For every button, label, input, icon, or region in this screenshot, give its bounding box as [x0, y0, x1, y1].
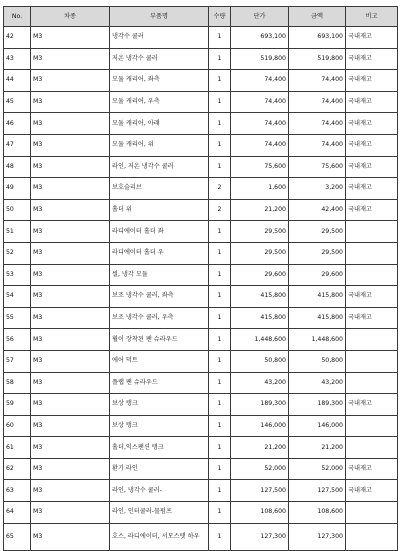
- table-row: [4, 221, 398, 243]
- cell-model: M3: [31, 113, 110, 135]
- cell-amount: 519,800: [289, 48, 346, 70]
- parts-table: [3, 6, 398, 551]
- cell-note: [346, 372, 398, 394]
- cell-part-name: 모듈 캐리어, 아래: [110, 113, 209, 135]
- table-row: [4, 329, 398, 351]
- header-part-name: 부품명: [110, 7, 209, 27]
- cell-note: [346, 523, 398, 550]
- cell-unit-price: 415,800: [231, 286, 289, 308]
- cell-note: 국내재고: [346, 178, 398, 200]
- cell-part-name: 라인, 냉각수 쿨러-: [110, 480, 209, 502]
- cell-unit-price: 29,500: [231, 242, 289, 264]
- cell-no: 54: [4, 286, 31, 308]
- cell-note: 국내재고: [346, 156, 398, 178]
- cell-model: M3: [31, 221, 110, 243]
- cell-model: M3: [31, 27, 110, 49]
- cell-amount: 189,300: [289, 394, 346, 416]
- cell-quantity: 1: [209, 286, 231, 308]
- cell-quantity: 1: [209, 264, 231, 286]
- table-row: [4, 264, 398, 286]
- cell-no: 61: [4, 437, 31, 459]
- cell-quantity: 1: [209, 307, 231, 329]
- cell-note: 국내재고: [346, 70, 398, 92]
- cell-amount: 146,000: [289, 415, 346, 437]
- cell-note: 국내재고: [346, 91, 398, 113]
- table-row: [4, 70, 398, 92]
- cell-unit-price: 74,400: [231, 113, 289, 135]
- cell-model: M3: [31, 350, 110, 372]
- cell-amount: 74,400: [289, 70, 346, 92]
- cell-part-name: 모듈 캐리어, 좌측: [110, 70, 209, 92]
- cell-model: M3: [31, 523, 110, 550]
- cell-model: M3: [31, 394, 110, 416]
- cell-unit-price: 21,200: [231, 437, 289, 459]
- header-row: [4, 7, 398, 27]
- cell-no: 59: [4, 394, 31, 416]
- table-row: [4, 437, 398, 459]
- cell-unit-price: 1,448,600: [231, 329, 289, 351]
- cell-quantity: 1: [209, 156, 231, 178]
- cell-model: M3: [31, 502, 110, 524]
- cell-quantity: 1: [209, 221, 231, 243]
- cell-no: 46: [4, 113, 31, 135]
- cell-no: 57: [4, 350, 31, 372]
- cell-quantity: 1: [209, 91, 231, 113]
- cell-no: 45: [4, 91, 31, 113]
- cell-model: M3: [31, 307, 110, 329]
- cell-quantity: 1: [209, 372, 231, 394]
- cell-unit-price: 29,600: [231, 264, 289, 286]
- cell-unit-price: 50,800: [231, 350, 289, 372]
- cell-quantity: 1: [209, 415, 231, 437]
- cell-part-name: 보호슬리브: [110, 178, 209, 200]
- cell-model: M3: [31, 372, 110, 394]
- cell-quantity: 1: [209, 27, 231, 49]
- cell-model: M3: [31, 156, 110, 178]
- cell-quantity: 2: [209, 178, 231, 200]
- table-row: [4, 307, 398, 329]
- cell-model: M3: [31, 199, 110, 221]
- table-row: [4, 178, 398, 200]
- table-row: [4, 27, 398, 49]
- cell-quantity: 1: [209, 48, 231, 70]
- cell-unit-price: 52,000: [231, 458, 289, 480]
- cell-part-name: 플랩 팬 슈라우드: [110, 372, 209, 394]
- cell-no: 50: [4, 199, 31, 221]
- cell-note: [346, 415, 398, 437]
- cell-no: 48: [4, 156, 31, 178]
- cell-no: 44: [4, 70, 31, 92]
- table-row: [4, 458, 398, 480]
- cell-amount: 127,500: [289, 480, 346, 502]
- cell-model: M3: [31, 134, 110, 156]
- cell-quantity: 1: [209, 113, 231, 135]
- cell-no: 60: [4, 415, 31, 437]
- cell-part-name: 보조 냉각수 쿨러, 좌측: [110, 286, 209, 308]
- cell-model: M3: [31, 437, 110, 459]
- table-body: [4, 27, 398, 551]
- cell-model: M3: [31, 91, 110, 113]
- cell-note: [346, 502, 398, 524]
- cell-unit-price: 108,600: [231, 502, 289, 524]
- cell-model: M3: [31, 242, 110, 264]
- cell-part-name: 라디에이터 홀더 우: [110, 242, 209, 264]
- cell-part-name: 모듈 캐리어, 위: [110, 134, 209, 156]
- cell-model: M3: [31, 415, 110, 437]
- cell-quantity: 1: [209, 480, 231, 502]
- cell-amount: 1,448,600: [289, 329, 346, 351]
- cell-note: 국내재고: [346, 134, 398, 156]
- cell-part-name: 환기 라인: [110, 458, 209, 480]
- cell-part-name: 휠이 장착된 팬 슈라우드: [110, 329, 209, 351]
- cell-model: M3: [31, 264, 110, 286]
- cell-no: 64: [4, 502, 31, 524]
- cell-part-name: 홀더,익스팬션 탱크: [110, 437, 209, 459]
- cell-amount: 75,600: [289, 156, 346, 178]
- cell-amount: 21,200: [289, 437, 346, 459]
- table-row: [4, 48, 398, 70]
- cell-note: 국내재고: [346, 113, 398, 135]
- cell-part-name: 씰, 냉각 모듈: [110, 264, 209, 286]
- cell-unit-price: 43,200: [231, 372, 289, 394]
- cell-unit-price: 74,400: [231, 134, 289, 156]
- cell-amount: 42,400: [289, 199, 346, 221]
- cell-note: [346, 350, 398, 372]
- cell-amount: 29,500: [289, 242, 346, 264]
- cell-no: 51: [4, 221, 31, 243]
- cell-part-name: 에어 덕트: [110, 350, 209, 372]
- cell-quantity: 1: [209, 70, 231, 92]
- table-row: [4, 480, 398, 502]
- cell-unit-price: 74,400: [231, 70, 289, 92]
- cell-model: M3: [31, 458, 110, 480]
- cell-no: 65: [4, 523, 31, 550]
- cell-no: 62: [4, 458, 31, 480]
- cell-note: 국내재고: [346, 480, 398, 502]
- cell-unit-price: 74,400: [231, 91, 289, 113]
- table-row: [4, 350, 398, 372]
- cell-part-name: 라인, 인터쿨러-물펌프: [110, 502, 209, 524]
- cell-unit-price: 75,600: [231, 156, 289, 178]
- cell-note: [346, 437, 398, 459]
- cell-part-name: 보조 냉각수 쿨러, 우측: [110, 307, 209, 329]
- cell-amount: 74,400: [289, 91, 346, 113]
- table-row: [4, 242, 398, 264]
- cell-amount: 415,800: [289, 286, 346, 308]
- cell-no: 63: [4, 480, 31, 502]
- cell-no: 43: [4, 48, 31, 70]
- cell-amount: 52,000: [289, 458, 346, 480]
- cell-unit-price: 29,500: [231, 221, 289, 243]
- cell-no: 55: [4, 307, 31, 329]
- cell-model: M3: [31, 48, 110, 70]
- cell-no: 58: [4, 372, 31, 394]
- cell-note: 국내재고: [346, 458, 398, 480]
- parts-sheet: [3, 6, 397, 551]
- table-row: [4, 113, 398, 135]
- table-row: [4, 199, 398, 221]
- cell-amount: 74,400: [289, 134, 346, 156]
- cell-part-name: 모듈 캐리어, 우측: [110, 91, 209, 113]
- cell-note: 국내재고: [346, 286, 398, 308]
- cell-quantity: 1: [209, 134, 231, 156]
- table-row: [4, 156, 398, 178]
- cell-unit-price: 1,600: [231, 178, 289, 200]
- cell-amount: 74,400: [289, 113, 346, 135]
- cell-part-name: 홀더 위: [110, 199, 209, 221]
- cell-part-name: 보상 탱크: [110, 394, 209, 416]
- cell-model: M3: [31, 480, 110, 502]
- cell-amount: 108,600: [289, 502, 346, 524]
- cell-note: [346, 242, 398, 264]
- cell-unit-price: 146,000: [231, 415, 289, 437]
- cell-no: 53: [4, 264, 31, 286]
- cell-unit-price: 189,300: [231, 394, 289, 416]
- cell-no: 49: [4, 178, 31, 200]
- cell-unit-price: 127,500: [231, 480, 289, 502]
- table-row: [4, 286, 398, 308]
- cell-amount: 415,800: [289, 307, 346, 329]
- cell-model: M3: [31, 329, 110, 351]
- cell-unit-price: 519,800: [231, 48, 289, 70]
- cell-note: 국내재고: [346, 199, 398, 221]
- cell-amount: 693,100: [289, 27, 346, 49]
- cell-note: [346, 329, 398, 351]
- header-model: 차종: [31, 7, 110, 27]
- cell-quantity: 2: [209, 199, 231, 221]
- cell-model: M3: [31, 70, 110, 92]
- cell-amount: 3,200: [289, 178, 346, 200]
- cell-model: M3: [31, 286, 110, 308]
- table-row: [4, 415, 398, 437]
- cell-amount: 29,500: [289, 221, 346, 243]
- cell-part-name: 호스, 라디에이터, 서모스탯 하우: [110, 523, 209, 550]
- cell-no: 42: [4, 27, 31, 49]
- cell-note: [346, 264, 398, 286]
- header-note: 비고: [346, 7, 398, 27]
- cell-quantity: 1: [209, 437, 231, 459]
- cell-note: [346, 221, 398, 243]
- cell-quantity: 1: [209, 350, 231, 372]
- table-row: [4, 502, 398, 524]
- table-row: [4, 372, 398, 394]
- cell-note: 국내재고: [346, 27, 398, 49]
- cell-unit-price: 415,800: [231, 307, 289, 329]
- header-quantity: 수량: [209, 7, 231, 27]
- table-row: [4, 394, 398, 416]
- cell-part-name: 저온 냉각수 쿨러: [110, 48, 209, 70]
- cell-part-name: 냉각수 쿨러: [110, 27, 209, 49]
- header-amount: 금액: [289, 7, 346, 27]
- cell-no: 56: [4, 329, 31, 351]
- cell-amount: 29,600: [289, 264, 346, 286]
- cell-amount: 50,800: [289, 350, 346, 372]
- cell-quantity: 1: [209, 523, 231, 550]
- cell-quantity: 1: [209, 242, 231, 264]
- cell-amount: 43,200: [289, 372, 346, 394]
- cell-note: 국내재고: [346, 394, 398, 416]
- cell-part-name: 라디에이터 홀더 좌: [110, 221, 209, 243]
- cell-part-name: 보상 탱크: [110, 415, 209, 437]
- table-row: [4, 91, 398, 113]
- header-unit-price: 단가: [231, 7, 289, 27]
- cell-amount: 127,300: [289, 523, 346, 550]
- table-row: [4, 523, 398, 550]
- cell-quantity: 1: [209, 458, 231, 480]
- cell-quantity: 1: [209, 502, 231, 524]
- cell-unit-price: 693,100: [231, 27, 289, 49]
- cell-quantity: 1: [209, 329, 231, 351]
- cell-no: 52: [4, 242, 31, 264]
- cell-quantity: 1: [209, 394, 231, 416]
- cell-unit-price: 127,300: [231, 523, 289, 550]
- cell-note: 국내재고: [346, 307, 398, 329]
- cell-part-name: 라인, 저온 냉각수 쿨러: [110, 156, 209, 178]
- table-row: [4, 134, 398, 156]
- header-no: No.: [4, 7, 31, 27]
- cell-unit-price: 21,200: [231, 199, 289, 221]
- cell-no: 47: [4, 134, 31, 156]
- cell-model: M3: [31, 178, 110, 200]
- cell-note: 국내재고: [346, 48, 398, 70]
